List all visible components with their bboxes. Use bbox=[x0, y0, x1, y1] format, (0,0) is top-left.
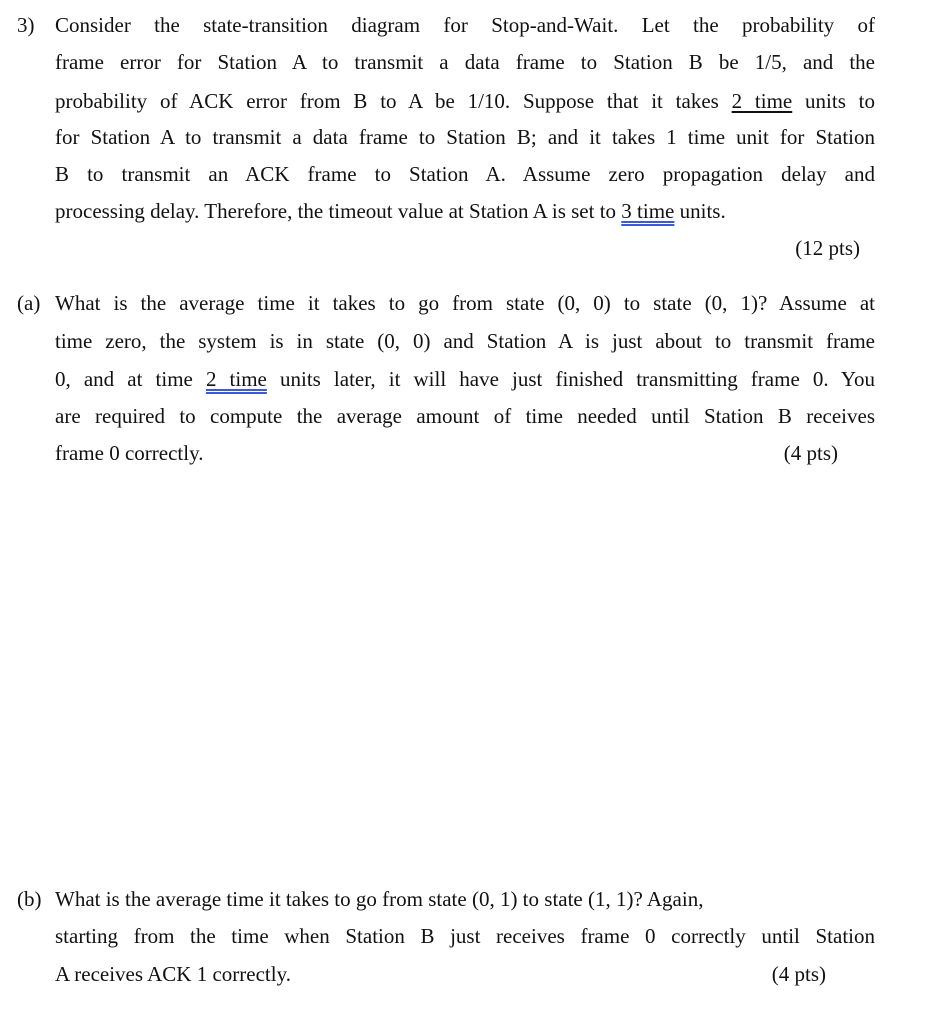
q3-underlined-time: 2 time bbox=[731, 89, 793, 113]
q3-line-3-start: probability of ACK error from B to A be 1/10. Suppose that it takes bbox=[55, 89, 732, 113]
q3-line-5: B to transmit an ACK frame to Station A. Assume zero propagation delay and bbox=[55, 162, 875, 186]
part-b-points: (4 pts) bbox=[771, 962, 826, 986]
q3-line-6-start: processing delay. Therefore, the timeout value at Station A is set to bbox=[55, 199, 622, 223]
part-a-points: (4 pts) bbox=[783, 441, 838, 465]
q3-points: (12 pts) bbox=[795, 236, 860, 260]
part-a-line-3-start: 0, and at time bbox=[55, 367, 206, 391]
q3-line-6 bbox=[55, 198, 875, 224]
part-b-label: (b) bbox=[17, 887, 42, 911]
q3-line-2: frame error for Station A to transmit a data frame to Station B be 1/5, and the bbox=[55, 50, 875, 74]
part-b-line-1: What is the average time it takes to go from state (0, 1) to state (1, 1)? Again, bbox=[55, 887, 704, 911]
q3-line-3-end: units to bbox=[792, 89, 875, 113]
part-b-line-2: starting from the time when Station B just receives frame 0 correctly until Station bbox=[55, 924, 875, 948]
q3-line-3 bbox=[55, 88, 875, 114]
part-a-line-3 bbox=[55, 366, 875, 392]
part-a-line-2: time zero, the system is in state (0, 0) and Station A is just about to transmit frame bbox=[55, 329, 875, 353]
part-b-line-3: A receives ACK 1 correctly. bbox=[55, 962, 291, 986]
q3-line-1: Consider the state-transition diagram for Stop-and-Wait. Let the probability of bbox=[55, 13, 875, 37]
part-a-line-1: What is the average time it takes to go from state (0, 0) to state (0, 1)? Assume at bbox=[55, 291, 875, 315]
q3-timeout-value: 3 time bbox=[621, 199, 675, 223]
q3-line-4: for Station A to transmit a data frame to Station B; and it takes 1 time unit for Station bbox=[55, 125, 875, 149]
part-a-line-4: are required to compute the average amount of time needed until Station B receives bbox=[55, 404, 875, 428]
part-a-line-5: frame 0 correctly. bbox=[55, 441, 204, 465]
question-number: 3) bbox=[17, 13, 35, 37]
q3-line-6-end: units. bbox=[674, 199, 726, 223]
part-a-label: (a) bbox=[17, 291, 41, 315]
part-a-line-3-end: units later, it will have just finished transmitting frame 0. You bbox=[266, 367, 875, 391]
part-a-underlined-time: 2 time bbox=[205, 367, 267, 391]
